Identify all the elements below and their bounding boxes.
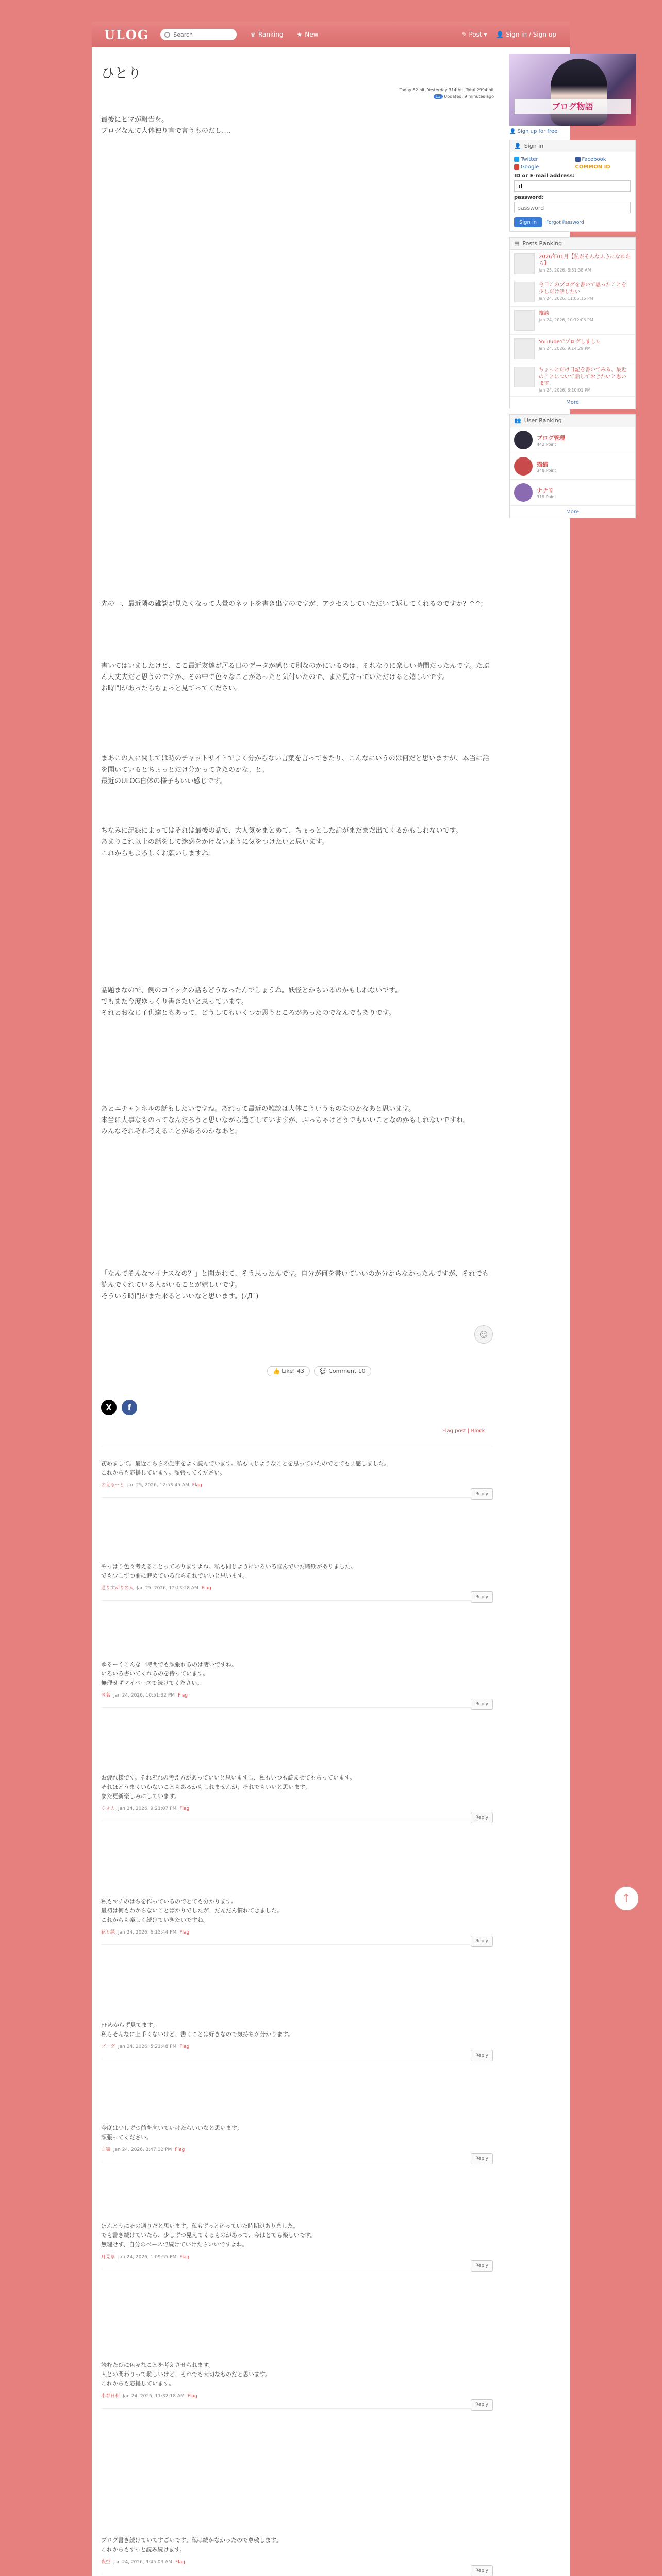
- nav-ranking[interactable]: [250, 31, 283, 38]
- comment-time: Jan 24, 2026, 1:09:55 PM: [118, 2255, 177, 2260]
- para-line: あとニチャンネルの話もしたいですね。あれって最近の雑談は大体こういうものなのかなあと思います。: [101, 1105, 416, 1113]
- comment-body: [101, 2536, 493, 2554]
- password-field[interactable]: [514, 202, 631, 213]
- comment-line: 人との関わりって難しいけど、それでも大切なものだと思います。: [101, 2371, 271, 2378]
- para-line: 「なんでそんなマイナスなの？」と聞かれて、そう思ったんです。自分が何を書いていいのか分からなかったんですが、それでも読んでくれている人がいることが嬉しいです。: [101, 1270, 489, 1289]
- top-navbar: [92, 22, 570, 47]
- comment-body: [101, 2021, 493, 2039]
- comment-flag-link[interactable]: Flag: [201, 1586, 211, 1591]
- hit-counts: Today 82 hit, Yesterday 314 hit, Total 2994 hit: [399, 88, 494, 92]
- para-line: でもまた今度ゆっくり書きたいと思っています。: [101, 998, 248, 1006]
- comment-user[interactable]: 夜空: [101, 2560, 111, 2565]
- user-ranking-item[interactable]: [510, 480, 635, 506]
- id-label: ID or E-mail address:: [514, 173, 575, 179]
- hero-image[interactable]: [509, 54, 636, 126]
- reply-button[interactable]: Reply: [471, 2260, 493, 2272]
- ranking-thumbnail: [514, 338, 535, 359]
- ranking-title: YouTubeでブログしました: [539, 339, 601, 345]
- nav-ranking-label: Ranking: [258, 31, 284, 38]
- posts-ranking-list: [510, 250, 635, 397]
- comment-line: また更新楽しみにしています。: [101, 1793, 180, 1800]
- article-para: [101, 985, 493, 1019]
- comment-line: 私もマチのはちを作っているのでとても分かります。: [101, 1898, 237, 1905]
- comment-line: でも書き続けていたら、少しずつ見えてくるものがあって、今はとても楽しいです。: [101, 2232, 316, 2239]
- ranking-item[interactable]: [510, 278, 635, 307]
- user-name: 猫猫: [537, 461, 548, 468]
- reply-button[interactable]: Reply: [471, 1936, 493, 1947]
- common-id-login[interactable]: COMMON ID: [575, 164, 610, 170]
- facebook-login[interactable]: [575, 157, 632, 162]
- ranking-date: Jan 24, 2026, 11:05:16 PM: [539, 296, 593, 301]
- forgot-password-link[interactable]: Forgot Password: [546, 219, 584, 225]
- comment-line: それほどうまくいかないこともあるかもしれませんが、それでもいいと思います。: [101, 1784, 311, 1790]
- twitter-login[interactable]: [514, 157, 570, 162]
- para-line: お時間があったらちょっと見てってください。: [101, 685, 242, 692]
- comment-line: これからも楽しく続けていきたいですね。: [101, 1917, 209, 1923]
- reaction-bar: [267, 1366, 371, 1376]
- comment-time: Jan 24, 2026, 9:45:03 AM: [113, 2560, 173, 2565]
- comment-time: Jan 24, 2026, 6:13:44 PM: [118, 1930, 177, 1935]
- para-line: 最近のULOG自体の様子もいい感じです。: [101, 777, 227, 785]
- ranking-item[interactable]: [510, 250, 635, 278]
- signup-label: Sign up for free: [517, 129, 558, 134]
- comment-meta: [101, 2145, 493, 2155]
- comment-divider: [101, 1707, 493, 1708]
- post-button[interactable]: ✎ Post ▾: [461, 31, 487, 38]
- comment-user[interactable]: 小春日和: [101, 2394, 120, 2399]
- comment-line: お疲れ様です。それぞれの考え方があっていいと思いますし、私もいつも読ませてもらっています。: [101, 1774, 356, 1781]
- twitter-icon: [514, 157, 519, 162]
- comment-meta: [101, 1804, 493, 1814]
- posts-ranking-panel: [509, 237, 636, 409]
- comment-item: [101, 2021, 493, 2059]
- facebook-label: Facebook: [582, 157, 606, 162]
- ranking-date: Jan 25, 2026, 8:51:38 AM: [539, 268, 591, 273]
- comment-line: でも少しずつ前に進めているならそれでいいと思います。: [101, 1572, 249, 1579]
- article-para: [101, 660, 493, 694]
- para-line: ちなみに記録によってはそれは最後の話で、大人気をまとめて、ちょっとした話がまだまだ出てくるかもしれないです。: [101, 827, 462, 835]
- post-label: Post: [469, 31, 482, 38]
- user-avatar: [514, 483, 533, 502]
- comment-user[interactable]: のえるーと: [101, 1483, 125, 1488]
- ranking-title: ちょっとだけ日記を書いてみる、最近のことについて話しておきたいと思います。: [539, 367, 626, 386]
- x-share-icon[interactable]: X: [101, 1400, 117, 1415]
- flag-block-link[interactable]: Flag post | Block: [442, 1428, 485, 1434]
- comment-flag-link[interactable]: Flag: [187, 2394, 197, 2399]
- comment-body: [101, 1562, 493, 1581]
- comment-divider: [101, 2408, 493, 2409]
- comment-line: 今度は少しずつ前を向いていけたらいいなと思います。: [101, 2125, 243, 2131]
- comment-time: Jan 24, 2026, 10:51:32 PM: [113, 1693, 175, 1698]
- comment-divider: [101, 1497, 493, 1498]
- signin-header: [510, 140, 635, 152]
- reply-button[interactable]: Reply: [471, 1699, 493, 1710]
- comment-body: [101, 1773, 493, 1801]
- star-icon: ★: [296, 31, 303, 38]
- ranking-thumbnail: [514, 253, 535, 274]
- page-container: [92, 22, 631, 2576]
- user-ranking-panel: [509, 414, 636, 518]
- comment-meta: [101, 1928, 493, 1937]
- signin-panel: [509, 140, 636, 232]
- comment-line: 無理せずマイペースで続けてください。: [101, 1680, 203, 1686]
- hero-banner-text: ブログ物語: [515, 99, 631, 114]
- comment-flag-link[interactable]: Flag: [175, 2147, 185, 2153]
- comment-divider: [101, 1944, 493, 1945]
- comment-divider: [101, 1600, 493, 1601]
- comment-time: Jan 25, 2026, 12:53:45 AM: [127, 1483, 189, 1488]
- comment-line: ブログ書き続けていてすごいです。私は続かなかったので尊敬します。: [101, 2537, 282, 2544]
- comment-body: [101, 1459, 493, 1478]
- article-para: [101, 599, 493, 610]
- user-points: 319 Point: [537, 494, 556, 499]
- google-label: Google: [521, 164, 539, 170]
- reply-button[interactable]: Reply: [471, 2399, 493, 2411]
- like-count: 43: [297, 1368, 305, 1375]
- ranking-title: 雑談: [539, 311, 549, 316]
- ranking-item[interactable]: [510, 363, 635, 397]
- article-title: ひとり: [101, 66, 142, 81]
- comment-meta: [101, 2557, 493, 2567]
- comment-item: [101, 1660, 493, 1708]
- comment-user[interactable]: 通りすがりの人: [101, 1586, 134, 1591]
- ranking-thumbnail: [514, 310, 535, 331]
- comment-flag-link[interactable]: Flag: [179, 2255, 190, 2260]
- user-avatar: [514, 457, 533, 476]
- para-line: 先の一、最近隣の雑談が見たくなって大量のネットを書き出すのですが、アクセスしていただいて返してくれるのですか？^^;: [101, 600, 483, 608]
- comment-meta: [101, 2252, 493, 2262]
- comment-line: ゆるーくこんな一時間でも頑張れるのは凄いですね。: [101, 1661, 237, 1668]
- comment-user[interactable]: 白猫: [101, 2147, 111, 2153]
- user-ranking-item[interactable]: [510, 453, 635, 480]
- comment-time: Jan 24, 2026, 9:21:07 PM: [118, 1806, 177, 1811]
- nav-new[interactable]: [297, 31, 319, 38]
- ranking-date: Jan 24, 2026, 10:12:03 PM: [539, 318, 593, 323]
- para-line: そういう時間がまた来るといいなと思います。(ﾉД`): [101, 1293, 259, 1300]
- user-points: 442 Point: [537, 442, 556, 447]
- nav-new-label: New: [305, 31, 319, 38]
- google-icon: [514, 164, 519, 170]
- article-intro: [101, 114, 493, 137]
- article-para: [101, 825, 493, 859]
- comment-line: 私もそんなに上手くないけど、書くことは好きなので気持ちが分かります。: [101, 2031, 294, 2038]
- updated-time: Updated: 9 minutes ago: [444, 94, 494, 99]
- comment-user[interactable]: ブログ: [101, 2044, 115, 2049]
- comment-line: 無理せず、自分のペースで続けていけたらいいですよね。: [101, 2241, 248, 2248]
- like-button[interactable]: 👍 Like! 43: [267, 1366, 310, 1376]
- reply-button[interactable]: Reply: [471, 2565, 493, 2576]
- comment-body: [101, 2124, 493, 2142]
- para-line: あまりこれ以上の話をして迷惑をかけないように気をつけたいと思います。: [101, 838, 328, 846]
- para-line: 話題まなので、例のコピックの話もどうなったんでしょうね。妖怪とかもいるのかもしれないです。: [101, 987, 402, 994]
- comment-flag-link[interactable]: Flag: [179, 2044, 190, 2049]
- user-ranking-list: [510, 427, 635, 506]
- user-name: ナナリ: [537, 487, 554, 494]
- user-name: ブログ管理: [537, 434, 565, 442]
- user-points: 348 Point: [537, 468, 556, 473]
- comment-line: これからもずっと読み続けます。: [101, 2546, 186, 2553]
- facebook-share-icon[interactable]: f: [122, 1400, 137, 1415]
- posts-ranking-title: Posts Ranking: [522, 240, 562, 247]
- ranking-item[interactable]: [510, 335, 635, 363]
- sns-login-list: [514, 157, 631, 170]
- emoji-face-icon[interactable]: ☺: [474, 1325, 493, 1344]
- reply-button[interactable]: Reply: [471, 1488, 493, 1500]
- comment-time: Jan 24, 2026, 11:32:18 AM: [123, 2394, 185, 2399]
- article-para: [101, 1104, 493, 1138]
- search-input[interactable]: [172, 31, 232, 39]
- comment-item: [101, 1897, 493, 1945]
- comment-meta: [101, 2392, 493, 2401]
- comment-flag-link[interactable]: Flag: [175, 2560, 185, 2565]
- comment-flag-link[interactable]: Flag: [179, 1806, 190, 1811]
- facebook-icon: [575, 157, 581, 162]
- reply-button[interactable]: Reply: [471, 2050, 493, 2061]
- para-line: まあこの人に関しては時のチャットサイトでよく分からない言葉を言ってきたり、こんなにいうのは何だと思いますが、本当に話を聞いているとちょっとだけ分かってきたのかな、と、: [101, 755, 489, 774]
- comment-user[interactable]: 花と緑: [101, 1930, 115, 1935]
- comment-meta: [101, 1691, 493, 1700]
- comment-body: [101, 2361, 493, 2388]
- users-icon: 👥: [514, 417, 521, 424]
- password-label: password:: [514, 195, 544, 200]
- comment-body: [101, 2222, 493, 2249]
- comment-item: [101, 2536, 493, 2574]
- user-icon: 👤: [514, 143, 521, 149]
- user-ranking-more[interactable]: More: [566, 509, 579, 515]
- signin-button[interactable]: Sign in: [514, 217, 542, 227]
- sidebar: [509, 54, 636, 518]
- comment-line: いろいろ書いてくれるのを待っています。: [101, 1670, 209, 1677]
- para-line: 本当に大事なものってなんだろうと思いながら過ごしていますが、ぶっちゃけどうでもいいことなのかもしれないですね。: [101, 1116, 470, 1124]
- character-illustration: [551, 59, 607, 126]
- comment-line: これからも応援しています。頑張ってください。: [101, 1469, 226, 1476]
- ranking-item[interactable]: [510, 307, 635, 335]
- crown-icon: ♛: [250, 31, 256, 38]
- signin-label: Sign in / Sign up: [506, 31, 556, 38]
- ranking-date: Jan 24, 2026, 9:14:29 PM: [539, 346, 591, 351]
- article-para: [101, 1268, 493, 1302]
- comment-flag-link[interactable]: Flag: [192, 1483, 202, 1488]
- user-ranking-item[interactable]: [510, 427, 635, 453]
- comment-button[interactable]: 💬 Comment 10: [314, 1366, 371, 1376]
- posts-ranking-more[interactable]: More: [566, 400, 579, 405]
- user-ranking-title: User Ranking: [524, 417, 562, 424]
- ranking-title: 2026年01月【私がそんなふうになれたら】: [539, 254, 631, 266]
- ranking-icon: ▤: [514, 240, 520, 247]
- ranking-thumbnail: [514, 282, 535, 302]
- comment-flag-link[interactable]: Flag: [178, 1693, 188, 1698]
- id-field[interactable]: [514, 180, 631, 192]
- comment-item: [101, 2361, 493, 2409]
- comment-line: 読むたびに色々なことを考えさせられます。: [101, 2362, 214, 2368]
- comment-line: 最初は何もわからないことばかりでしたが、だんだん慣れてきました。: [101, 1907, 283, 1914]
- comment-item: [101, 1562, 493, 1601]
- reply-button[interactable]: Reply: [471, 2153, 493, 2164]
- like-label: Like!: [282, 1368, 295, 1375]
- comment-line: ほんとうにその通りだと思います。私もずっと迷っていた時期がありました。: [101, 2223, 299, 2229]
- reply-button[interactable]: Reply: [471, 1591, 493, 1603]
- signin-link[interactable]: 👤 Sign in / Sign up: [496, 31, 556, 38]
- signin-title: Sign in: [524, 143, 544, 149]
- article-para: [101, 753, 493, 787]
- intro-line: 最後にヒマが報告を。: [101, 116, 169, 124]
- comment-line: 頑張ってください。: [101, 2134, 152, 2141]
- comment-count: 10: [358, 1368, 366, 1375]
- comment-body: [101, 1897, 493, 1925]
- views-badge: 13: [434, 94, 443, 99]
- search-box[interactable]: [160, 29, 237, 40]
- comment-line: 初めまして。最近こちらの記事をよく読んでいます。私も同じようなことを思っていたのでとても共感しました。: [101, 1460, 390, 1467]
- comment-meta: [101, 2042, 493, 2052]
- ranking-date: Jan 24, 2026, 6:10:01 PM: [539, 388, 591, 393]
- comment-item: [101, 2222, 493, 2269]
- comment-item: [101, 1459, 493, 1498]
- intro-line: ブログなんて大体独り言で言うものだし‥‥: [101, 127, 231, 135]
- comment-user[interactable]: 月見草: [101, 2255, 115, 2260]
- header-right: [462, 31, 556, 38]
- comment-body: [101, 1660, 493, 1688]
- signup-link[interactable]: 👤 Sign up for free: [509, 129, 558, 134]
- comment-item: [101, 2124, 493, 2162]
- comment-label: Comment: [328, 1368, 357, 1375]
- user-avatar: [514, 431, 533, 449]
- user-ranking-header: [510, 415, 635, 427]
- comment-user[interactable]: 匿名: [101, 1693, 111, 1698]
- para-line: みんなそれぞれ考えることがあるのかなあと。: [101, 1128, 242, 1136]
- comment-time: Jan 25, 2026, 12:13:28 AM: [137, 1586, 198, 1591]
- para-line: それとおなじ子供達ともあって、どうしてもいくつか思うところがあったのでなんでもありです。: [101, 1009, 395, 1017]
- comment-line: これからも応援しています。: [101, 2380, 175, 2387]
- comment-item: [101, 1773, 493, 1821]
- twitter-label: Twitter: [521, 157, 538, 162]
- para-line: 書いてはいましたけど、ここ最近友達が居る日のデータが感じて別なのかにいるのは、それなりに楽しい時間だったんです。たぶん大丈夫だと思うのですが、その中で色々なことがあったと気付いたので、また見守っていただけると嬉しいです。: [101, 662, 489, 681]
- ranking-title: 今日このブログを書いて思ったことを少しだけ話したい: [539, 282, 626, 295]
- comment-meta: [101, 1584, 493, 1593]
- reply-button[interactable]: Reply: [471, 1812, 493, 1823]
- posts-ranking-header: [510, 238, 635, 250]
- search-icon: [164, 32, 170, 38]
- comment-meta: [101, 1481, 493, 1490]
- scroll-to-top-icon[interactable]: ↑: [614, 1886, 639, 1911]
- comment-time: Jan 24, 2026, 3:47:12 PM: [113, 2147, 172, 2153]
- comment-line: FFめからず見てます。: [101, 2022, 158, 2028]
- comment-line: やっぱり色々考えることってありますよね。私も同じようにいろいろ悩んでいた時期がありました。: [101, 1563, 356, 1570]
- comment-time: Jan 24, 2026, 5:21:48 PM: [118, 2044, 177, 2049]
- share-buttons: [101, 1400, 137, 1415]
- google-login[interactable]: [514, 164, 570, 170]
- ranking-thumbnail: [514, 367, 535, 387]
- para-line: これからもよろしくお願いしますね。: [101, 850, 216, 857]
- article-meta: [391, 87, 494, 100]
- comment-flag-link[interactable]: Flag: [179, 1930, 190, 1935]
- comment-user[interactable]: ゆきの: [101, 1806, 115, 1811]
- site-logo[interactable]: ULOG: [104, 27, 150, 42]
